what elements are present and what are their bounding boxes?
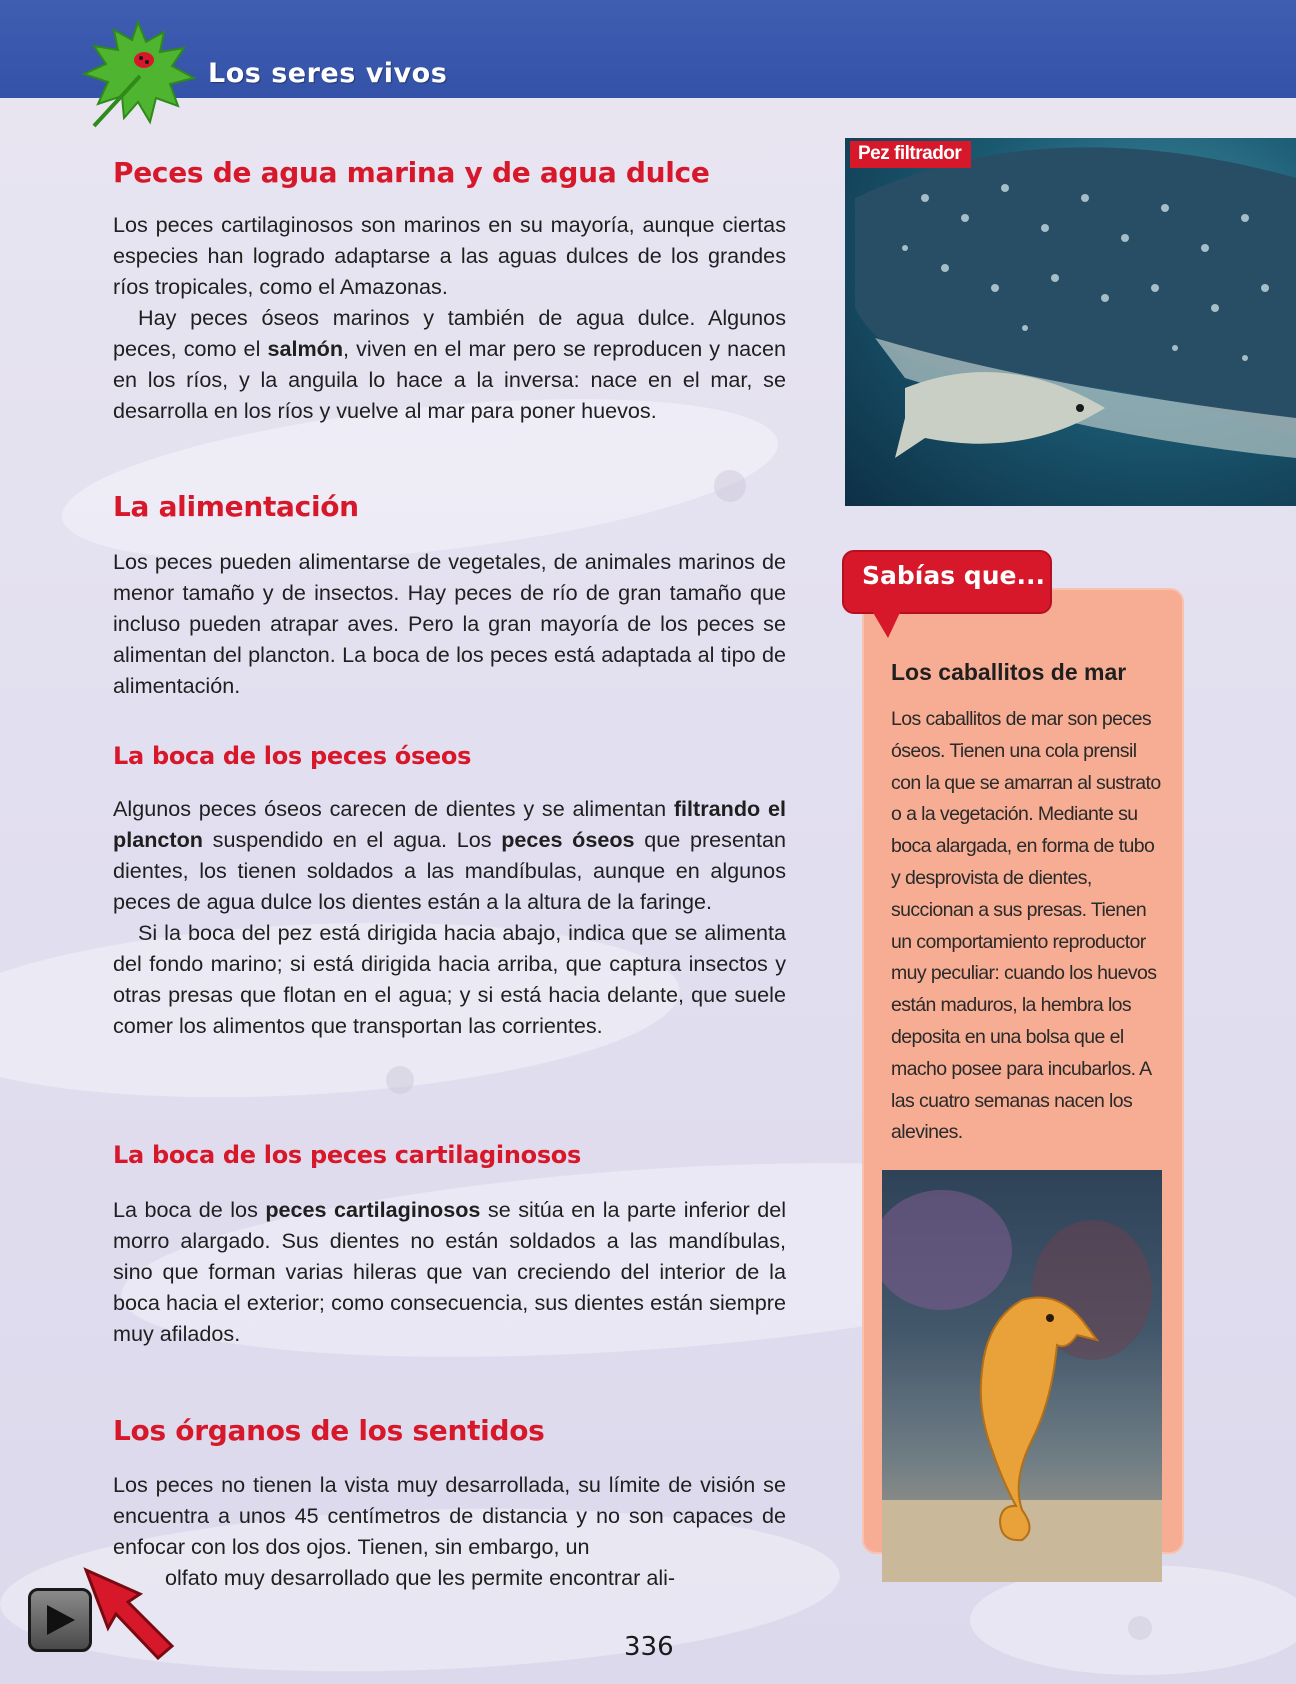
paragraph: Los peces cartilaginosos son marinos en su mayoría, aunque ciertas especies han logrado adaptarse a las aguas dulces de los grandes ríos tropicales, como el Amazonas.	[113, 212, 786, 299]
section-title-agua-marina-dulce: Peces de agua marina y de agua dulce	[113, 156, 710, 189]
whale-shark-photo	[845, 138, 1296, 506]
chapter-title: Los seres vivos	[208, 58, 448, 89]
subsection-body-boca-cartilaginosos	[113, 1194, 786, 1349]
subsection-title-boca-cartilaginosos: La boca de los peces cartilaginosos	[113, 1141, 581, 1169]
paragraph: Los peces no tienen la vista muy desarrollada, su límite de visión se encuentra a unos 45 centímetros de distancia y no son capaces de enfocar con los dos ojos. Tienen, sin embargo, un	[113, 1472, 786, 1559]
sidebar-text: Los caballitos de mar son peces óseos. Tienen una cola prensil con la que se amarran al sustrato o a la vegetación. Mediante su boca alargada, en forma de tubo y desprovista de dientes, succionan a sus presas. Tienen un comportamiento reproductor muy peculiar: cuando los huevos están maduros, la hembra los deposita en una bolsa que el macho posee para incubarlos. A las cuatro semanas nacen los alevines.	[891, 708, 1161, 1144]
section-body-alimentacion	[113, 546, 786, 701]
paragraph: Hay peces óseos marinos y también de agua dulce. Algunos peces, como el salmón, viven en el mar pero se reproducen y nacen en los ríos, y la anguila lo hace a la inversa: nace en el mar, se desarrolla en los ríos y vuelve al mar para poner huevos.	[113, 305, 786, 423]
subsection-title-boca-oseos: La boca de los peces óseos	[113, 742, 472, 770]
paragraph: Si la boca del pez está dirigida hacia abajo, indica que se alimenta del fondo marino; si está dirigida hacia arriba, que captura insectos y otras presas que flotan en el agua; y si está hacia delante, que suele comer los alimentos que transportan las corrientes.	[113, 920, 786, 1038]
seahorse-photo	[882, 1170, 1162, 1582]
photo-caption-label: Pez filtrador	[850, 141, 971, 168]
speech-bubble-tail-icon	[868, 604, 908, 640]
paragraph: olfato muy desarrollado que les permite encontrar ali-	[165, 1565, 676, 1590]
paragraph: La boca de los peces cartilaginosos se sitúa en la parte inferior del morro alargado. Sus dientes no están soldados a las mandíbulas, sino que forman varias hileras que van creciendo del interior de la boca hacia el exterior; como consecuencia, sus dientes están siempre muy afilados.	[113, 1197, 787, 1346]
sabias-que-heading: Sabías que...	[862, 561, 1045, 590]
sidebar-title: Los caballitos de mar	[891, 659, 1127, 685]
section-body-agua-marina-dulce	[113, 209, 786, 426]
play-icon	[45, 1603, 77, 1637]
section-title-organos-sentidos: Los órganos de los sentidos	[113, 1414, 545, 1447]
paragraph: Los peces pueden alimentarse de vegetales, de animales marinos de menor tamaño y de insectos. Hay peces de río de gran tamaño que incluso pueden atrapar aves. Pero la gran mayoría de los peces se alimentan del plancton. La boca de los peces está adaptada al tipo de alimentación.	[113, 549, 786, 698]
subsection-body-boca-oseos	[113, 793, 786, 1041]
red-arrow-icon[interactable]	[80, 1566, 180, 1660]
section-body-organos-sentidos	[113, 1469, 786, 1593]
page-number: 336	[624, 1632, 674, 1662]
paragraph: Algunos peces óseos carecen de dientes y se alimentan filtrando el plancton suspendido en el agua. Los peces óseos que presentan dientes, los tienen soldados a las mandíbulas, aunque en algunos peces de agua dulce los dientes están a la altura de la faringe.	[113, 796, 787, 914]
maple-leaf-ladybug-icon	[80, 18, 200, 128]
section-title-alimentacion: La alimentación	[113, 490, 359, 523]
